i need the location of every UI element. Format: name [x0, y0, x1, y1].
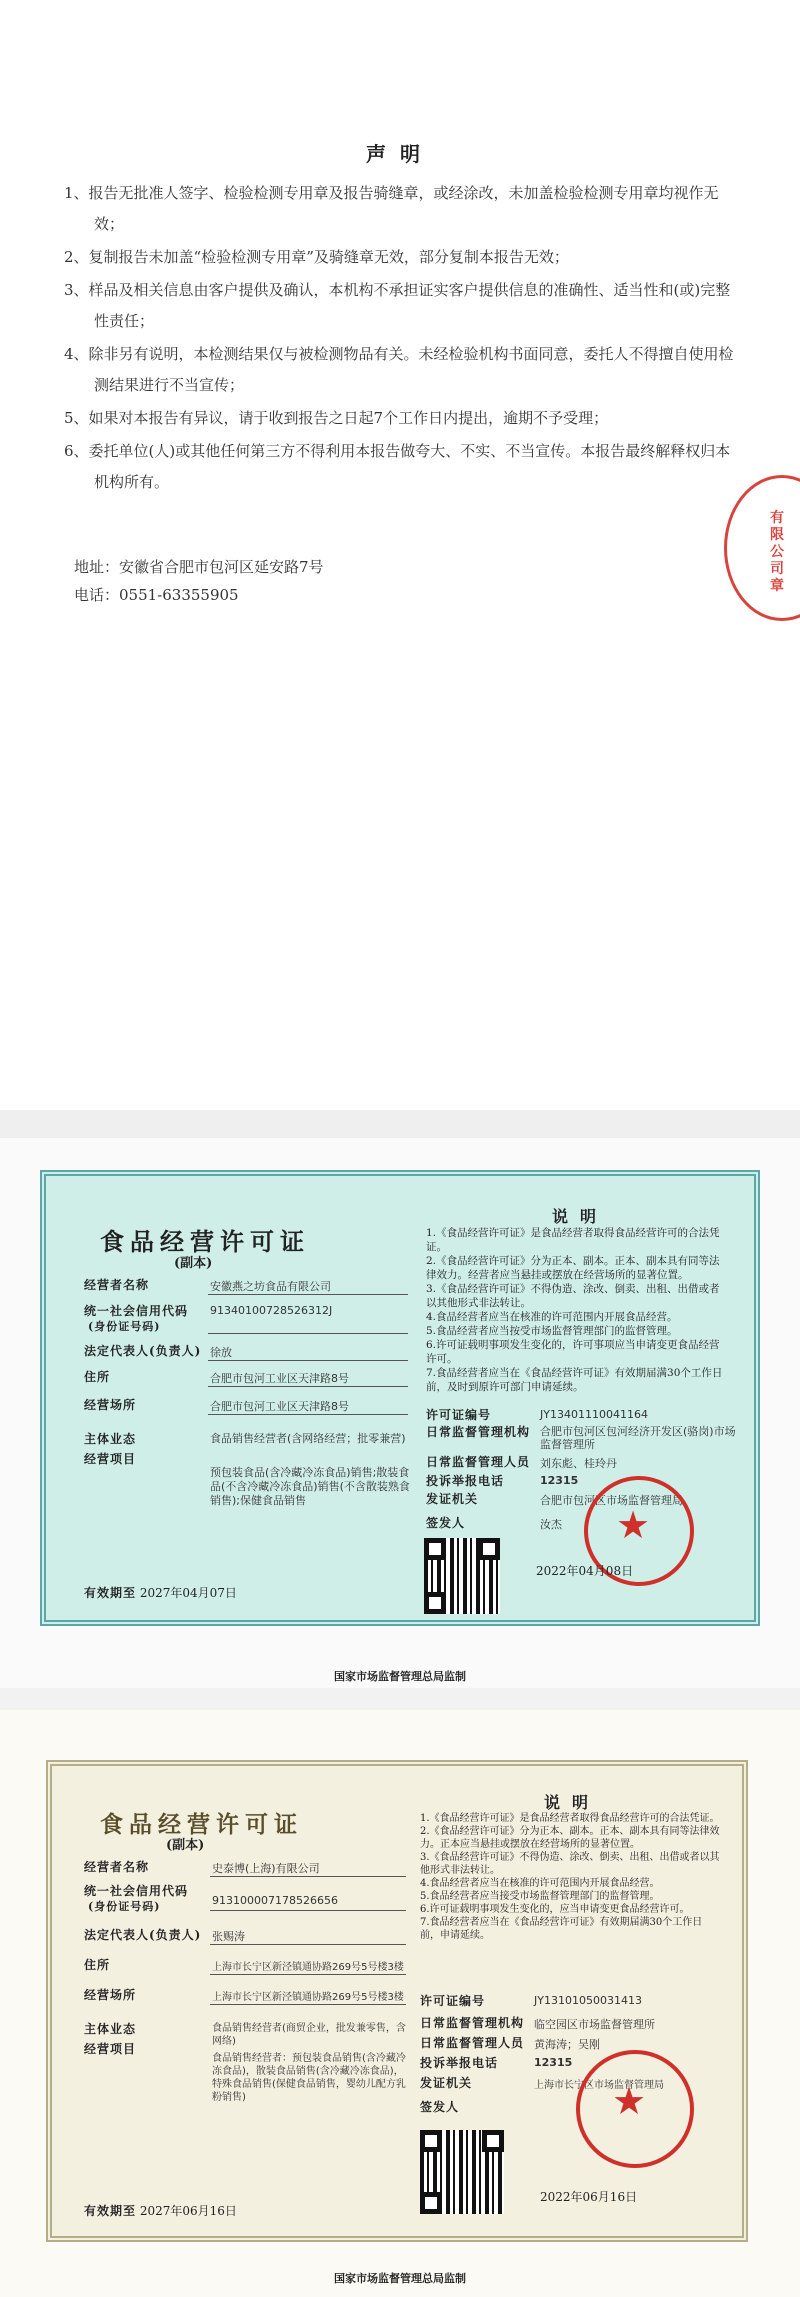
page-separator [0, 1110, 800, 1138]
value-valid-until: 2027年04月07日 [139, 1586, 237, 1600]
declaration-item: 3、样品及相关信息由客户提供及确认，本机构不承担证实客户提供信息的准确性、适当性和(或)完整性责任； [64, 281, 731, 330]
value-business-type: 食品销售经营者(含网络经营；批零兼营) [210, 1432, 406, 1445]
license-2-subtitle: (副本) [166, 1838, 205, 1853]
label-complaint-phone: 投诉举报电话 [426, 1474, 505, 1488]
underline [208, 1386, 408, 1387]
label-issuing-authority: 发证机关 [426, 1492, 479, 1506]
note-item: 5.食品经营者应当按受市场监督管理部门的监督管理。 [426, 1325, 678, 1337]
seal-star-icon: ★ [616, 1503, 651, 1547]
label-operator-name: 经营者名称 [84, 1860, 150, 1874]
value-signer: 汝杰 [540, 1518, 562, 1531]
label-business-type: 主体业态 [84, 2022, 137, 2036]
label-complaint-phone: 投诉举报电话 [420, 2056, 499, 2070]
note-item: 1.《食品经营许可证》是食品经营者取得食品经营许可的合法凭证。 [420, 1813, 720, 1824]
label-id-number: (身份证号码) [88, 1320, 161, 1333]
value-business-items: 食品销售经营者：预包装食品销售(含冷藏冷冻食品)，散装食品销售(含冷藏冷冻食品)，特殊食品销售(保健食品销售，婴幼儿配方乳粉销售) [212, 2053, 406, 2103]
note-item: 3.《食品经营许可证》不得伪造、涂改、倒卖、出租、出借或者以其他形式非法转让。 [426, 1283, 720, 1309]
license-1-subtitle: (副本) [174, 1256, 213, 1271]
note-item: 1.《食品经营许可证》是食品经营者取得食品经营许可的合法凭证。 [426, 1227, 720, 1253]
license-2-footer: 国家市场监督管理总局监制 [334, 2272, 466, 2285]
label-issuing-authority: 发证机关 [420, 2076, 473, 2090]
food-license-1 [0, 1138, 800, 1688]
qr-code-icon [420, 2130, 504, 2214]
label-id-number: (身份证号码) [88, 1900, 161, 1913]
note-item: 7.食品经营者应当在《食品经营许可证》有效期届满30个工作日前，申请延续。 [420, 1917, 703, 1941]
value-premises: 上海市长宁区新泾镇通协路269号5号楼3楼 [212, 1992, 404, 2003]
label-supervisory-staff: 日常监督管理人员 [426, 1455, 531, 1469]
declaration-page [0, 0, 800, 1110]
label-credit-code: 统一社会信用代码 [84, 1884, 189, 1898]
label-supervisory-agency: 日常监督管理机构 [426, 1425, 531, 1439]
declaration-list [64, 178, 736, 500]
label-business-items: 经营项目 [84, 2042, 137, 2056]
label-valid-until: 有效期至 [84, 1586, 137, 1600]
label-supervisory-agency: 日常监督管理机构 [420, 2016, 525, 2030]
value-issuing-authority: 上海市长宁区市场监督管理局 [534, 2080, 664, 2091]
value-complaint-phone: 12315 [540, 1474, 579, 1487]
declaration-item: 5、如果对本报告有异议，请于收到报告之日起7个工作日内提出，逾期不予受理； [64, 409, 609, 427]
label-residence: 住所 [84, 1370, 111, 1384]
declaration-item: 1、报告无批准人签字、检验检测专用章及报告骑缝章，或经涂改，未加盖检验检测专用章均视作无效； [64, 184, 719, 233]
license-1-footer: 国家市场监督管理总局监制 [334, 1670, 466, 1683]
label-operator-name: 经营者名称 [84, 1278, 150, 1292]
note-item: 7.食品经营者应当在《食品经营许可证》有效期届满30个工作日前，及时到原许可部门申请延续。 [426, 1367, 723, 1393]
value-license-number: JY13101050031413 [534, 1994, 642, 2007]
label-valid-until: 有效期至 [84, 2204, 137, 2218]
note-item: 2.《食品经营许可证》分为正本、副本。正本、副本具有同等法律效力。经营者应当悬挂或摆放在经营场所的显著位置。 [426, 1255, 720, 1281]
value-business-items: 预包装食品(含冷藏冷冻食品)销售;散装食品(不含冷藏冷冻食品)销售(不含散装熟食销售);保健食品销售 [210, 1466, 410, 1507]
value-complaint-phone: 12315 [534, 2056, 573, 2069]
value-operator-name: 安徽燕之坊食品有限公司 [210, 1280, 331, 1293]
declaration-item: 6、委托单位(人)或其他任何第三方不得利用本报告做夸大、不实、不当宣传。本报告最终解释权归本机构所有。 [64, 442, 731, 491]
note-item: 4.食品经营者应当在核准的许可范围内开展食品经营。 [426, 1311, 678, 1323]
value-legal-rep: 徐放 [210, 1346, 232, 1359]
label-license-number: 许可证编号 [426, 1408, 492, 1422]
qr-code-icon [424, 1538, 500, 1614]
underline [210, 2004, 406, 2005]
value-operator-name: 史泰博(上海)有限公司 [212, 1862, 320, 1875]
label-legal-rep: 法定代表人(负责人) [84, 1344, 202, 1358]
declaration-item: 4、除非另有说明，本检测结果仅与被检测物品有关。未经检验机构书面同意，委托人不得擅自使用检测结果进行不当宣传； [64, 345, 734, 394]
value-valid-until: 2027年06月16日 [139, 2204, 237, 2218]
declaration-item: 2、复制报告未加盖“检验检测专用章”及骑缝章无效，部分复制本报告无效； [64, 248, 569, 266]
value-residence: 上海市长宁区新泾镇通协路269号5号楼3楼 [212, 1962, 404, 1973]
value-credit-code: 91340100728526312J [210, 1304, 333, 1317]
phone-text: 电话：0551-63355905 [74, 586, 239, 604]
stamp-text: 有限公司章 [770, 510, 784, 594]
value-residence: 合肥市包河工业区天津路8号 [210, 1372, 349, 1385]
label-premises: 经营场所 [84, 1988, 137, 2002]
note-item: 6.许可证载明事项发生变化的，应当申请变更食品经营许可。 [420, 1904, 690, 1915]
label-premises: 经营场所 [84, 1398, 137, 1412]
issue-date: 2022年04月08日 [536, 1564, 634, 1578]
value-supervisory-agency: 临空园区市场监督管理所 [534, 2018, 655, 2031]
license-2-title: 食品经营许可证 [100, 1811, 303, 1838]
label-legal-rep: 法定代表人(负责人) [84, 1928, 202, 1942]
license-1-title: 食品经营许可证 [100, 1227, 310, 1256]
issue-date: 2022年06月16日 [540, 2190, 638, 2204]
value-legal-rep: 张赐涛 [212, 1930, 245, 1943]
notes-title: 说明 [552, 1207, 609, 1226]
notes-list [426, 1226, 726, 1394]
seal-star-icon: ★ [612, 2079, 647, 2123]
underline [208, 1414, 408, 1415]
value-supervisory-agency: 合肥市包河区包河经济开发区(骆岗)市场监督管理所 [540, 1425, 736, 1451]
label-supervisory-staff: 日常监督管理人员 [420, 2036, 525, 2050]
value-credit-code: 913100007178526656 [212, 1894, 338, 1907]
declaration-title: 声明 [366, 142, 434, 166]
label-license-number: 许可证编号 [420, 1994, 486, 2008]
note-item: 4.食品经营者应当在核准的许可范围内开展食品经营。 [420, 1878, 660, 1889]
underline [210, 1910, 406, 1911]
underline [208, 1360, 408, 1361]
underline [210, 1944, 406, 1945]
value-supervisory-staff: 刘东彪、桂玲丹 [540, 1457, 617, 1470]
notes-title: 说明 [544, 1793, 601, 1812]
address-text: 地址：安徽省合肥市包河区延安路7号 [74, 558, 324, 576]
note-item: 6.许可证载明事项发生变化的，许可事项应当申请变更食品经营许可。 [426, 1339, 720, 1365]
note-item: 5.食品经营者应当接受市场监督管理部门的监督管理。 [420, 1891, 660, 1902]
value-business-type: 食品销售经营者(商贸企业，批发兼零售，含网络) [212, 2023, 406, 2047]
label-business-items: 经营项目 [84, 1452, 137, 1466]
value-premises: 合肥市包河工业区天津路8号 [210, 1400, 349, 1413]
notes-list [420, 1812, 720, 1942]
underline [208, 1294, 408, 1295]
underline [210, 1974, 406, 1975]
food-license-2 [0, 1710, 800, 2297]
underline [208, 1333, 408, 1334]
value-supervisory-staff: 黄海涛；吴刚 [534, 2038, 600, 2051]
label-business-type: 主体业态 [84, 1432, 137, 1446]
page-separator [0, 1688, 800, 1710]
note-item: 3.《食品经营许可证》不得伪造、涂改、倒卖、出租、出借或者以其他形式非法转让。 [420, 1852, 720, 1876]
label-signer: 签发人 [420, 2100, 460, 2114]
value-license-number: JY13401110041164 [540, 1408, 648, 1421]
note-item: 2.《食品经营许可证》分为正本、副本。正本、副本具有同等法律效力。正本应当悬挂或摆放在经营场所的显著位置。 [420, 1826, 720, 1850]
label-residence: 住所 [84, 1958, 111, 1972]
label-credit-code: 统一社会信用代码 [84, 1304, 189, 1318]
underline [210, 1876, 406, 1877]
value-issuing-authority: 合肥市包河区市场监督管理局 [540, 1494, 683, 1507]
label-signer: 签发人 [426, 1516, 466, 1530]
